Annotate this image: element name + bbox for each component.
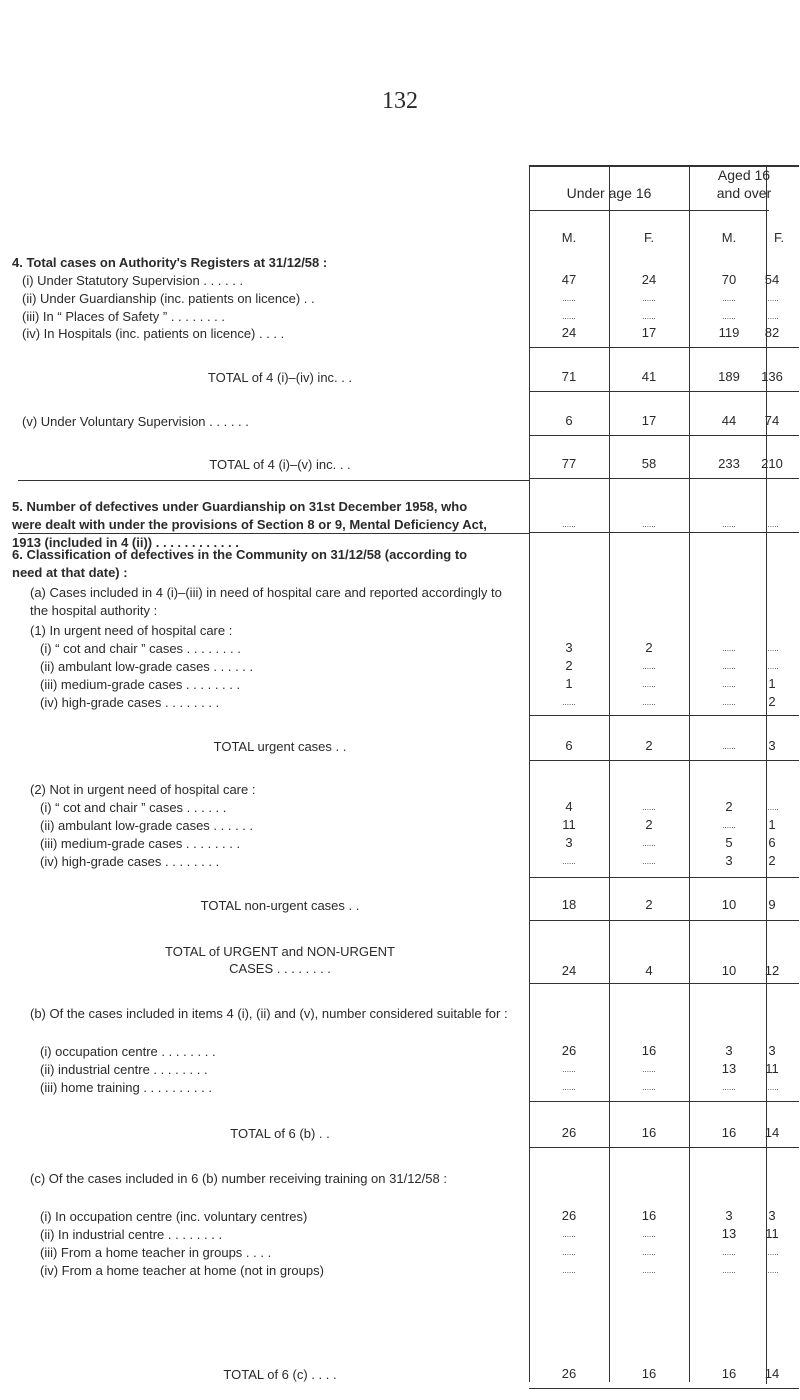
row-label: CASES . . . . . . . . — [229, 961, 331, 976]
table-cell: 16 — [641, 1366, 657, 1381]
table-cell: 3 — [565, 835, 573, 850]
table-cell: 3 — [725, 1208, 733, 1223]
table-cell: 11 — [765, 1061, 779, 1076]
table-cell: 1 — [565, 676, 573, 691]
table-cell: ...... — [765, 1266, 779, 1275]
table-cell: 2 — [725, 799, 733, 814]
row-label: (i) occupation centre . . . . . . . . — [40, 1044, 216, 1059]
row-rule — [529, 1388, 799, 1389]
table-cell: ...... — [642, 1230, 656, 1239]
row-label: TOTAL of 4 (i)–(iv) inc. . . — [207, 370, 353, 385]
table-cell: 2 — [565, 658, 573, 673]
row-label: TOTAL urgent cases . . — [213, 739, 347, 754]
table-cell: 16 — [721, 1366, 737, 1381]
row-label: (iii) medium-grade cases . . . . . . . . — [40, 677, 241, 692]
table-cell: 16 — [641, 1125, 657, 1140]
table-cell: 2 — [645, 640, 653, 655]
table-cell: 2 — [768, 853, 776, 868]
table-cell: ...... — [642, 698, 656, 707]
table-cell: ...... — [562, 520, 576, 529]
row-label: (iv) From a home teacher at home (not in groups) — [40, 1263, 324, 1278]
table-cell: 10 — [721, 963, 737, 978]
group-header-16-and-over — [689, 166, 799, 202]
table-cell: 4 — [565, 799, 573, 814]
table-cell: ...... — [642, 1065, 656, 1074]
table-cell: 16 — [641, 1043, 657, 1058]
table-cell: ...... — [642, 662, 656, 671]
row-rule — [529, 715, 799, 716]
row-label: (iv) In Hospitals (inc. patients on licence) . . . . — [22, 326, 285, 341]
row-label: (i) “ cot and chair ” cases . . . . . . — [40, 800, 227, 815]
table-cell: 3 — [725, 853, 733, 868]
column-header: M. — [721, 230, 737, 245]
table-cell: 17 — [641, 413, 657, 428]
row-label: (ii) Under Guardianship (inc. patients on licence) . . — [22, 291, 315, 306]
table-cell: 26 — [561, 1043, 577, 1058]
row-label: (v) Under Voluntary Supervision . . . . . . — [22, 414, 249, 429]
table-cell: 2 — [645, 897, 653, 912]
table-cell: 2 — [768, 694, 776, 709]
column-header: F. — [643, 230, 655, 245]
table-cell: 24 — [641, 272, 657, 287]
page-number: 132 — [382, 88, 418, 114]
table-cell: ...... — [722, 742, 736, 751]
table-cell: ...... — [642, 520, 656, 529]
table-cell: 10 — [721, 897, 737, 912]
table-cell: ...... — [765, 312, 779, 321]
table-cell: 70 — [721, 272, 737, 287]
table-cell: 1 — [768, 676, 776, 691]
table-cell: 9 — [768, 897, 776, 912]
table-cell: 18 — [561, 897, 577, 912]
column-header: F. — [773, 230, 785, 245]
table-cell: ...... — [722, 662, 736, 671]
header-rule — [529, 210, 769, 211]
table-cell: 3 — [725, 1043, 733, 1058]
table-cell: ...... — [642, 1083, 656, 1092]
row-label: 6. Classification of defectives in the Community on 31/12/58 (according to need at that date) : — [12, 547, 468, 580]
row-label: (i) Under Statutory Supervision . . . . . . — [22, 273, 244, 288]
row-label: TOTAL of 6 (b) . . — [230, 1126, 330, 1141]
table-cell: 44 — [721, 413, 737, 428]
table-cell: 58 — [641, 456, 657, 471]
row-label: (ii) ambulant low-grade cases . . . . . . — [40, 659, 254, 674]
table-cell: 3 — [768, 1043, 776, 1058]
table-cell: 119 — [718, 325, 740, 340]
table-cell: 13 — [721, 1226, 737, 1241]
row-label: (i) In occupation centre (inc. voluntary centres) — [40, 1209, 308, 1224]
table-cell: ...... — [562, 1083, 576, 1092]
row-label: 4. Total cases on Authority's Registers at 31/12/58 : — [12, 255, 328, 270]
table-cell: ...... — [642, 857, 656, 866]
table-cell: 189 — [718, 369, 740, 384]
row-rule — [529, 1101, 799, 1102]
table-cell: ...... — [642, 1266, 656, 1275]
table-cell: 82 — [764, 325, 780, 340]
group-header-line: and over — [716, 185, 772, 201]
table-cell: 26 — [561, 1366, 577, 1381]
table-cell: 11 — [562, 817, 576, 832]
row-label: TOTAL of URGENT and NON-URGENT — [165, 944, 395, 959]
table-cell: 24 — [561, 963, 577, 978]
table-cell: 71 — [561, 369, 577, 384]
row-label: (2) Not in urgent need of hospital care : — [30, 782, 256, 797]
row-rule — [529, 532, 799, 533]
table-cell: ...... — [642, 803, 656, 812]
table-cell: 16 — [721, 1125, 737, 1140]
table-cell: ...... — [562, 1266, 576, 1275]
table-cell: 5 — [725, 835, 733, 850]
table-cell: 77 — [561, 456, 577, 471]
row-label: (iv) high-grade cases . . . . . . . . — [40, 695, 220, 710]
table-cell: ...... — [562, 294, 576, 303]
row-rule — [529, 760, 799, 761]
table-cell: ...... — [562, 1065, 576, 1074]
table-cell: 47 — [561, 272, 577, 287]
table-cell: ...... — [722, 680, 736, 689]
table-cell: ...... — [562, 1248, 576, 1257]
row-label: (ii) industrial centre . . . . . . . . — [40, 1062, 208, 1077]
table-cell: 6 — [768, 835, 776, 850]
row-rule — [529, 983, 799, 984]
table-cell: 1 — [768, 817, 776, 832]
table-cell: 6 — [565, 413, 573, 428]
row-label: (iv) high-grade cases . . . . . . . . — [40, 854, 220, 869]
table-cell: ...... — [562, 698, 576, 707]
row-label: (c) Of the cases included in 6 (b) number receiving training on 31/12/58 : — [30, 1171, 447, 1186]
table-cell: 13 — [721, 1061, 737, 1076]
table-cell: 14 — [764, 1366, 780, 1381]
table-cell: 12 — [764, 963, 780, 978]
table-cell: ...... — [562, 1230, 576, 1239]
table-cell: 210 — [761, 456, 783, 471]
table-cell: 41 — [641, 369, 657, 384]
table-cell: 26 — [561, 1208, 577, 1223]
table-cell: 14 — [764, 1125, 780, 1140]
row-label: TOTAL of 4 (i)–(v) inc. . . — [209, 457, 351, 472]
table-cell: 3 — [768, 1208, 776, 1223]
table-cell: 17 — [641, 325, 657, 340]
table-cell: ...... — [722, 1248, 736, 1257]
row-rule — [529, 920, 799, 921]
table-cell: ...... — [722, 698, 736, 707]
table-cell: 3 — [565, 640, 573, 655]
row-rule — [529, 478, 799, 479]
row-label: (iii) medium-grade cases . . . . . . . . — [40, 836, 241, 851]
row-rule — [529, 435, 799, 436]
table-cell: ...... — [722, 1083, 736, 1092]
table-cell: 11 — [765, 1226, 779, 1241]
table-cell: ...... — [765, 520, 779, 529]
table-cell: ...... — [722, 294, 736, 303]
table-cell: ...... — [562, 312, 576, 321]
table-cell: 24 — [561, 325, 577, 340]
row-rule — [529, 347, 799, 348]
row-label: 5. Number of defectives under Guardianship on 31st December 1958, who were dealt with under the provisions of Section 8 or 9, Mental Deficiency Act, 1913 (included in 4 (ii)) . . . . . . . . . . . . — [12, 499, 487, 550]
table-cell: ...... — [642, 839, 656, 848]
row-label: (iii) home training . . . . . . . . . . — [40, 1080, 212, 1095]
table-cell: 4 — [645, 963, 653, 978]
row-label: (ii) ambulant low-grade cases . . . . . . — [40, 818, 254, 833]
table-cell: ...... — [765, 1083, 779, 1092]
table-cell: ...... — [642, 680, 656, 689]
table-cell: ...... — [765, 803, 779, 812]
row-rule — [529, 877, 799, 878]
table-cell: ...... — [642, 1248, 656, 1257]
row-rule — [529, 391, 799, 392]
table-cell: ...... — [642, 312, 656, 321]
row-label: (a) Cases included in 4 (i)–(iii) in need of hospital care and reported accordingly to the hospital authority : — [30, 585, 502, 618]
table-cell: 74 — [764, 413, 780, 428]
table-cell: ...... — [722, 644, 736, 653]
row-label: (i) “ cot and chair ” cases . . . . . . . . — [40, 641, 241, 656]
table-cell: ...... — [562, 857, 576, 866]
row-label: TOTAL non-urgent cases . . — [200, 898, 360, 913]
table-cell: 136 — [761, 369, 783, 384]
group-header-under-16: Under age 16 — [566, 185, 652, 201]
table-cell: ...... — [722, 821, 736, 830]
row-rule — [529, 1147, 799, 1148]
table-cell: 16 — [641, 1208, 657, 1223]
table-cell: ...... — [765, 662, 779, 671]
group-header-line: Aged 16 — [717, 167, 771, 183]
table-cell: ...... — [722, 520, 736, 529]
table-cell: 2 — [645, 817, 653, 832]
table-cell: ...... — [722, 1266, 736, 1275]
table-cell: 233 — [718, 456, 740, 471]
section-rule — [18, 480, 529, 481]
column-header: M. — [561, 230, 577, 245]
row-label: (b) Of the cases included in items 4 (i), (ii) and (v), number considered suitable for : — [30, 1006, 508, 1021]
table-cell: ...... — [765, 294, 779, 303]
table-cell: 2 — [645, 738, 653, 753]
row-label: (iii) In “ Places of Safety ” . . . . . . . . — [22, 309, 225, 324]
row-label: (iii) From a home teacher in groups . . . . — [40, 1245, 272, 1260]
column-rule — [766, 167, 767, 1384]
table-cell: 54 — [764, 272, 780, 287]
row-label: (1) In urgent need of hospital care : — [30, 623, 233, 638]
table-cell: ...... — [722, 312, 736, 321]
row-label: (ii) In industrial centre . . . . . . . . — [40, 1227, 223, 1242]
row-label: TOTAL of 6 (c) . . . . — [223, 1367, 337, 1382]
table-cell: 6 — [565, 738, 573, 753]
table-cell: ...... — [765, 644, 779, 653]
table-cell: ...... — [642, 294, 656, 303]
table-cell: 3 — [768, 738, 776, 753]
table-cell: 26 — [561, 1125, 577, 1140]
table-cell: ...... — [765, 1248, 779, 1257]
